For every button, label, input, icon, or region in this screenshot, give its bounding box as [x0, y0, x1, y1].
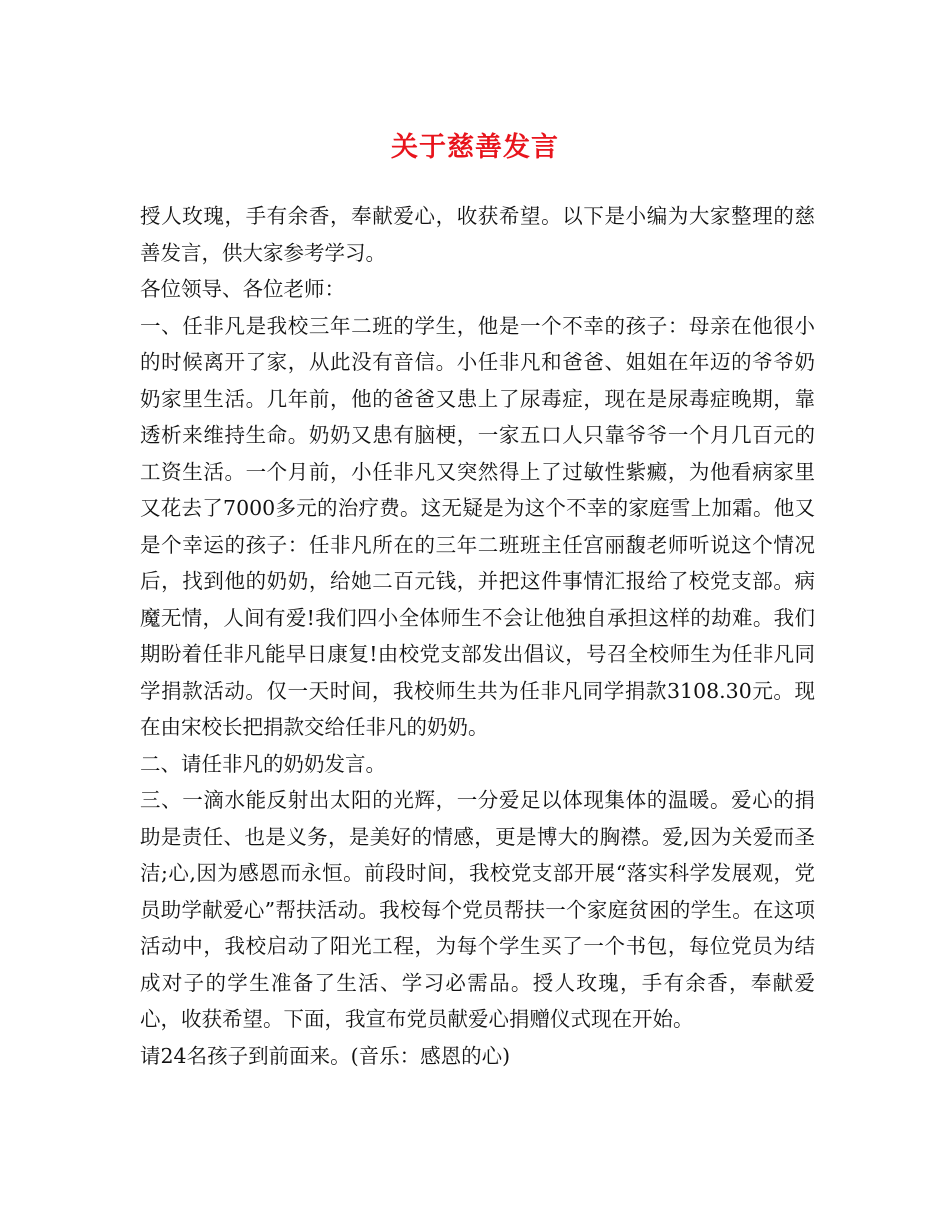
document-body	[140, 198, 815, 1074]
paragraph-section-two: 二、请任非凡的奶奶发言。	[140, 751, 386, 776]
paragraph-section-one: 一、任非凡是我校三年二班的学生，他是一个不幸的孩子：母亲在他很小的时候离开了家，从此没有音信。小任非凡和爸爸、姐姐在年迈的爷爷奶奶家里生活。几年前，他的爸爸又患上了尿毒症，现在是尿毒症晚期，靠透析来维持生命。奶奶又患有脑梗，一家五口人只靠爷爷一个月几百元的工资生活。一个月前，小任非凡又突然得上了过敏性紫癜，为他看病家里又花去了7000多元的治疗费。这无疑是为这个不幸的家庭雪上加霜。他又是个幸运的孩子：任非凡所在的三年二班班主任宫丽馥老师听说这个情况后，找到他的奶奶，给她二百元钱，并把这件事情汇报给了校党支部。病魔无情，人间有爱!我们四小全体师生不会让他独自承担这样的劫难。我们期盼着任非凡能早日康复!由校党支部发出倡议，号召全校师生为任非凡同学捐款活动。仅一天时间，我校师生共为任非凡同学捐款3108.30元。现在由宋校长把捐款交给任非凡的奶奶。	[140, 313, 815, 739]
document-title: 关于慈善发言	[391, 132, 559, 163]
paragraph-closing: 请24名孩子到前面来。(音乐：感恩的心)	[140, 1043, 511, 1068]
paragraph-intro: 授人玫瑰，手有余香，奉献爱心，收获希望。以下是小编为大家整理的慈善发言，供大家参考学习。	[140, 204, 815, 265]
paragraph-salutation: 各位领导、各位老师：	[140, 277, 345, 301]
paragraph-section-three: 三、一滴水能反射出太阳的光辉，一分爱足以体现集体的温暖。爱心的捐助是责任、也是义务，是美好的情感，更是博大的胸襟。爱,因为关爱而圣洁;心,因为感恩而永恒。前段时间，我校党支部开展“落实科学发展观，党员助学献爱心”帮扶活动。我校每个党员帮扶一个家庭贫困的学生。在这项活动中，我校启动了阳光工程，为每个学生买了一个书包，每位党员为结成对子的学生准备了生活、学习必需品。授人玫瑰，手有余香，奉献爱心，收获希望。下面，我宣布党员献爱心捐赠仪式现在开始。	[140, 788, 815, 1031]
